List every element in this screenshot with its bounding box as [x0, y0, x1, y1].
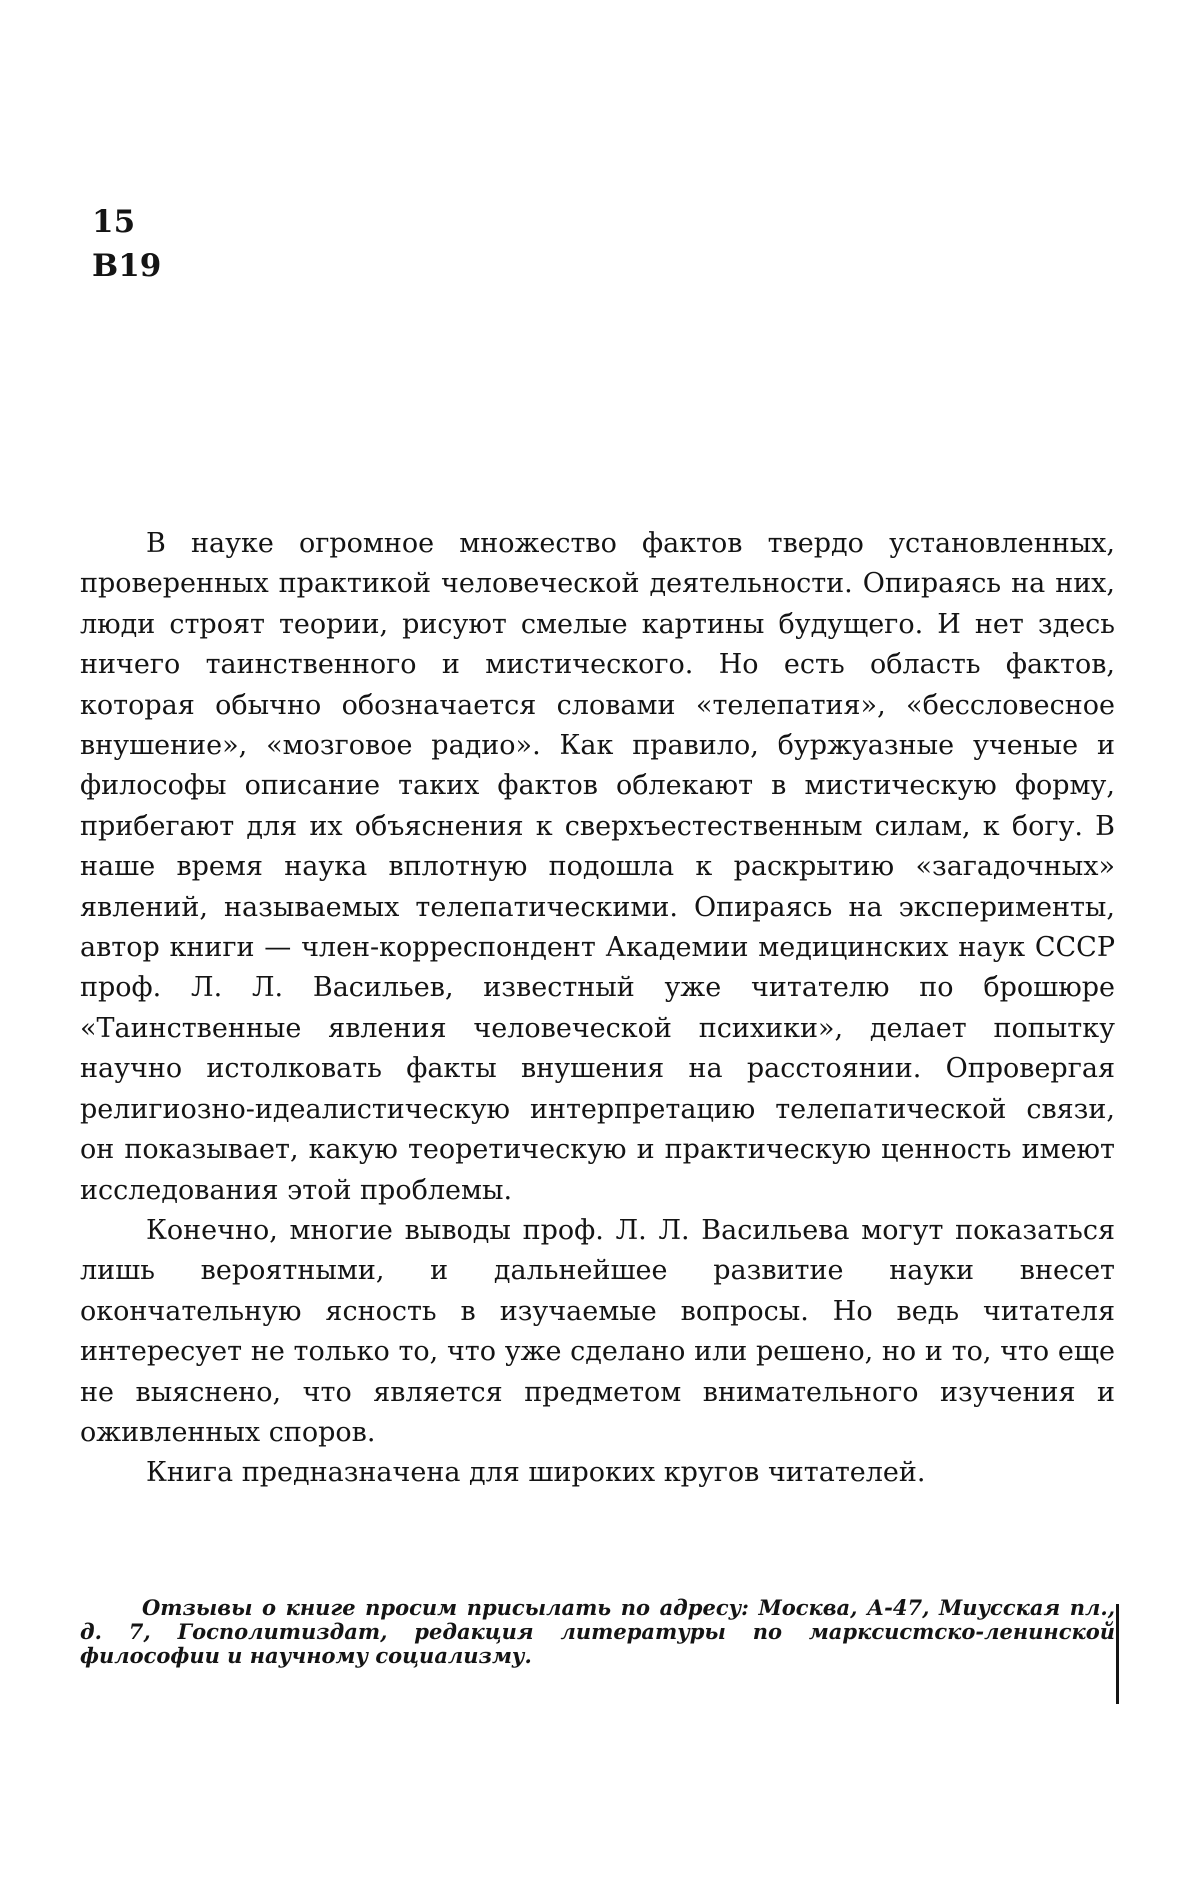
annotation-paragraph-3: Книга предназначена для широких кругов читателей. — [146, 1457, 926, 1489]
annotation-paragraph-2: Конечно, многие выводы проф. Л. Л. Васильева могут показаться лишь вероятными, и дальнейшее развитие науки внесет окончательную ясность в изучаемые вопросы. Но ведь читателя интересует не только то, что уже сделано или решено, но и то, что еще не выяснено, что является предметом внимательного изучения и оживленных споров. — [80, 1214, 1115, 1448]
catalog-codes — [92, 200, 161, 288]
margin-rule — [1116, 1604, 1119, 1704]
catalog-code-author-mark: В19 — [92, 248, 162, 284]
feedback-note: Отзывы о книге просим присылать по адресу: Москва, А-47, Миусская пл., д. 7, Госполитиздат, редакция литературы по марксистско-ленинской философии и научному социализму. — [80, 1595, 1115, 1668]
annotation-text — [80, 524, 1115, 1494]
catalog-code-udc: 15 — [92, 204, 136, 240]
annotation-paragraph-1: В науке огромное множество фактов твердо установленных, проверенных практикой человеческой деятельности. Опираясь на них, люди строят теории, рисуют смелые картины будущего. И нет здесь ничего таинственного и мистического. Но есть область фактов, которая обычно обозначается словами «телепатия», «бессловесное внушение», «мозговое радио». Как правило, буржуазные ученые и философы описание таких фактов облекают в мистическую форму, прибегают для их объяснения к сверхъестественным силам, к богу. В наше время наука вплотную подошла к раскрытию «загадочных» явлений, называемых телепатическими. Опираясь на эксперименты, автор книги — член-корреспондент Академии медицинских наук СССР проф. Л. Л. Васильев, известный уже читателю по брошюре «Таинственные явления человеческой психики», делает попытку научно истолковать факты внушения на расстоянии. Опровергая религиозно-идеалистическую интерпретацию телепатической связи, он показывает, какую теоретическую и практическую ценность имеют исследования этой проблемы. — [80, 528, 1115, 1206]
